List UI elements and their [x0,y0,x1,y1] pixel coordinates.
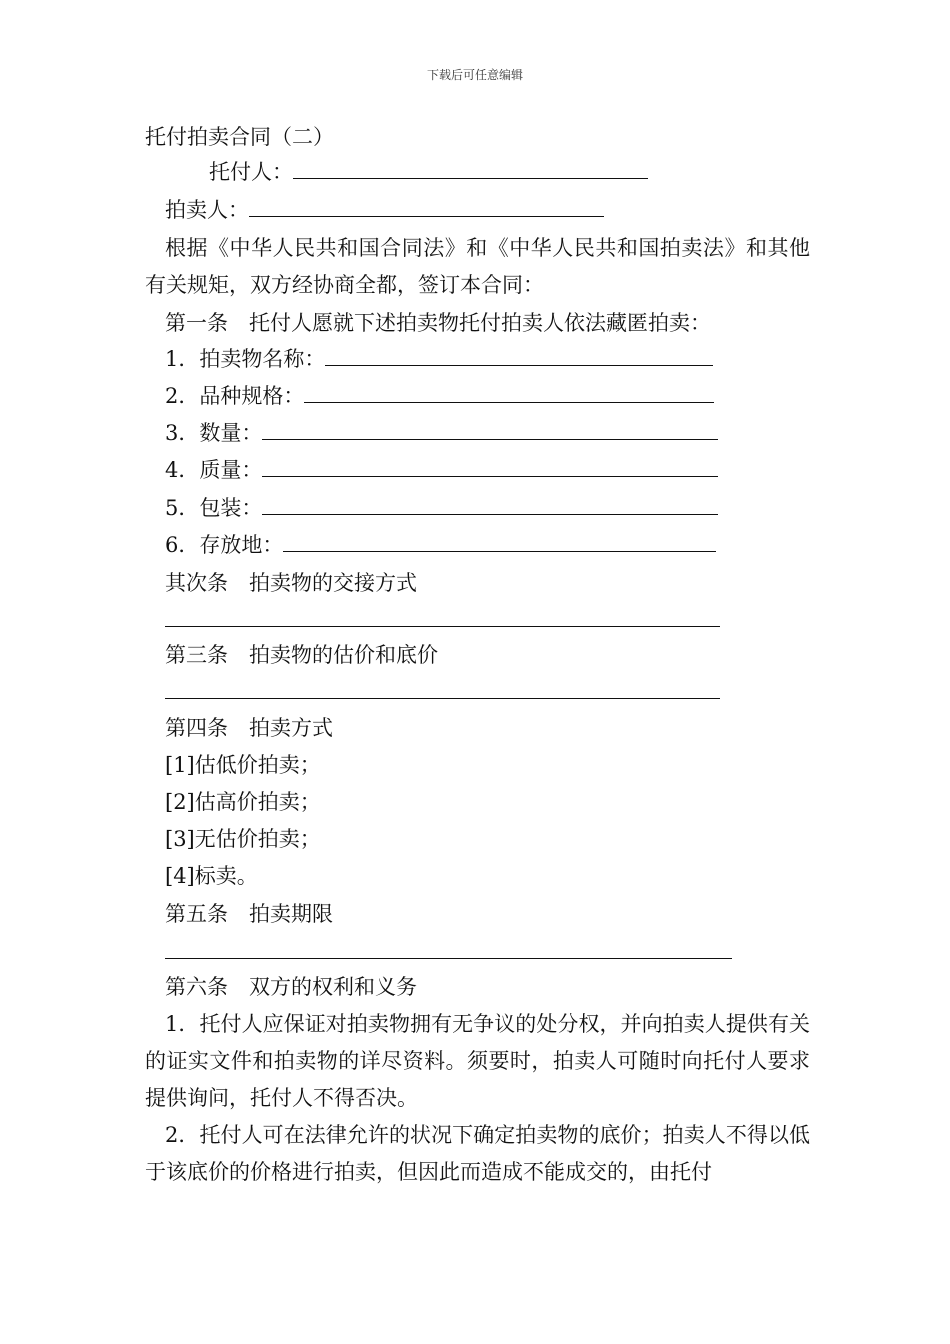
article-6-clause-1: 1．托付人应保证对拍卖物拥有无争议的处分权，并向拍卖人提供有关的证实文件和拍卖物的详尽资料。须要时，拍卖人可随时向托付人要求提供询问，托付人不得否决。 [145,1012,810,1110]
item-spec-line [165,382,714,410]
article-2: 其次条 拍卖物的交接方式 [165,571,417,595]
item-quality-label: 4．质量： [165,458,263,482]
item-quality-blank [262,456,718,477]
method-4: [4]标卖。 [165,864,258,888]
item-quantity-label: 3．数量： [165,421,263,445]
auctioneer-label: 拍卖人： [165,198,249,222]
article-1: 第一条 托付人愿就下述拍卖物托付拍卖人依法藏匿拍卖： [165,311,711,335]
article-6: 第六条 双方的权利和义务 [165,975,417,999]
item-name-label: 1．拍卖物名称： [165,347,326,371]
auctioneer-line [165,196,604,224]
auctioneer-blank [249,196,604,217]
page-header-note: 下载后可任意编辑 [426,68,523,82]
item-spec-label: 2．品种规格： [165,384,305,408]
item-quality-line [165,456,718,484]
article-2-blank [165,626,720,627]
item-package-blank [262,494,718,515]
item-spec-blank [304,382,714,403]
article-5-blank [165,958,732,959]
article-6-clause-2: 2．托付人可在法律允许的状况下确定拍卖物的底价；拍卖人不得以低于该底价的价格进行拍卖，但因此而造成不能成交的，由托付 [145,1123,810,1184]
preamble: 根据《中华人民共和国合同法》和《中华人民共和国拍卖法》和其他有关规矩，双方经协商全都，签订本合同： [145,236,810,297]
article-3-blank [165,698,720,699]
article-3: 第三条 拍卖物的估价和底价 [165,643,438,667]
item-package-line [165,494,718,522]
contract-title: 托付拍卖合同（二） [145,125,334,149]
item-storage-label: 6．存放地： [165,533,284,557]
item-package-label: 5．包装： [165,496,263,520]
method-2: [2]估高价拍卖； [165,790,321,814]
consignor-label: 托付人： [209,160,293,184]
item-quantity-line [165,419,718,447]
item-quantity-blank [262,419,718,440]
item-storage-line [165,531,716,559]
item-name-line [165,345,713,373]
item-storage-blank [283,531,716,552]
method-1: [1]估低价拍卖； [165,753,321,777]
article-5: 第五条 拍卖期限 [165,902,333,926]
consignor-blank [293,158,648,179]
item-name-blank [325,345,713,366]
method-3: [3]无估价拍卖； [165,827,321,851]
article-4: 第四条 拍卖方式 [165,716,333,740]
consignor-line [209,158,648,186]
